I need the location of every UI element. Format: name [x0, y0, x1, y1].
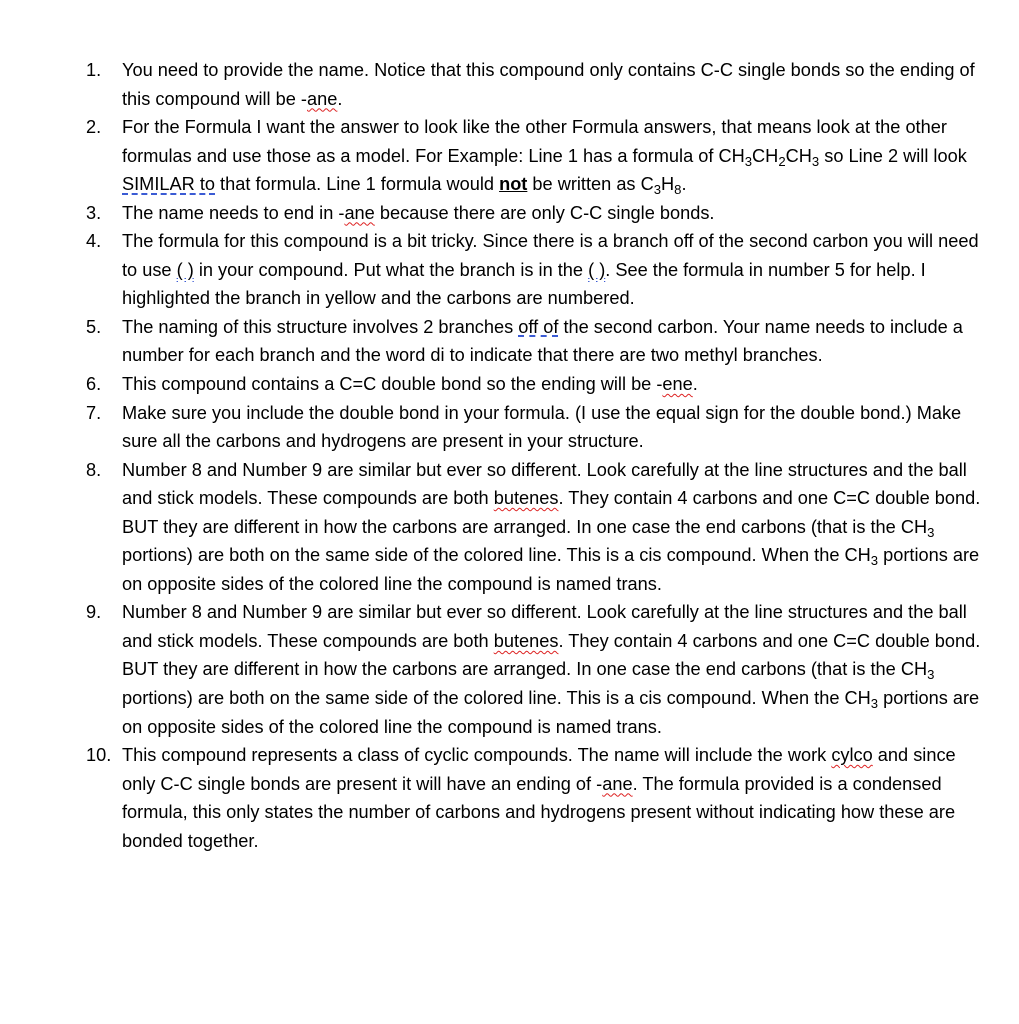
- list-item: [86, 370, 986, 399]
- subscript: 2: [778, 153, 786, 169]
- item-number: 2.: [86, 117, 102, 138]
- text-run: .: [337, 88, 343, 109]
- text-run: . See the formula in number 5 for help. I highlighted the branch in yellow and the carbons are numbered.: [122, 259, 926, 309]
- subscript: 3: [870, 553, 879, 569]
- text-run: .: [681, 174, 687, 195]
- text-run: ane: [307, 88, 338, 109]
- text-run: portions are on opposite sides of the colored line the compound is named trans.: [122, 545, 980, 594]
- text-run: . They contain 4 carbons and one C=C double bond. BUT they are different in how the carbons are arranged. In one case the end carbons (that is the CH: [122, 630, 981, 680]
- text-run: ( ): [588, 259, 606, 280]
- text-run: . The formula provided is a condensed formula, this only states the number of carbons and hydrogens present without indicating how these are bonded together.: [122, 773, 956, 851]
- text-run: butenes: [493, 630, 559, 651]
- text-run: CH: [752, 145, 779, 166]
- text-run: and since only C-C single bonds are present it will have an ending of -: [122, 745, 956, 794]
- text-run: SIMILAR to: [122, 174, 215, 195]
- text-run: not: [499, 174, 528, 195]
- subscript: 3: [744, 153, 753, 169]
- item-text: [122, 203, 715, 223]
- item-text: [122, 317, 963, 366]
- text-run: so Line 2 will look: [819, 145, 967, 166]
- item-number: 1.: [86, 60, 102, 80]
- text-run: ane: [602, 773, 633, 794]
- item-number: 4.: [86, 231, 102, 252]
- item-number: 6.: [86, 374, 102, 395]
- text-run: cylco: [831, 745, 873, 766]
- item-text: [122, 745, 956, 851]
- item-number: 10.: [86, 745, 112, 766]
- subscript: 8: [674, 182, 682, 198]
- text-run: The formula for this compound is a bit tricky. Since there is a branch off of the second carbon you will need to use: [122, 231, 979, 280]
- item-number: 3.: [86, 202, 102, 223]
- subscript: 3: [927, 524, 935, 540]
- subscript: 3: [653, 182, 662, 198]
- list-item: [86, 227, 986, 313]
- text-run: . They contain 4 carbons and one C=C double bond. BUT they are different in how the carbons are arranged. In one case the end carbons (that is the CH: [122, 488, 981, 537]
- list-item: [86, 313, 986, 370]
- item-number: 5.: [86, 316, 102, 337]
- subscript: 3: [811, 153, 820, 169]
- text-run: This compound contains a C=C double bond so the ending will be -: [122, 374, 663, 395]
- item-text: [122, 403, 961, 452]
- text-run: Number 8 and Number 9 are similar but ever so different. Look carefully at the line structures and the ball and stick models. These compounds are both: [122, 602, 967, 651]
- list-item: [86, 598, 986, 741]
- item-number: 9.: [86, 602, 102, 623]
- text-run: portions) are both on the same side of the colored line. This is a cis compound. When the CH: [122, 545, 871, 566]
- text-run: in your compound. Put what the branch is in the: [193, 259, 589, 280]
- text-run: Number 8 and Number 9 are similar but ever so different. Look carefully at the line structures and the ball and stick models. These compounds are both: [122, 459, 967, 509]
- text-run: For the Formula I want the answer to look like the other Formula answers, that means look at the other formulas and use those as a model. For Example: Line 1 has a formula of CH: [122, 117, 947, 166]
- item-number: 8.: [86, 459, 102, 480]
- item-text: [122, 602, 980, 736]
- text-run: portions) are both on the same side of the colored line. This is a cis compound. When the CH: [122, 688, 871, 709]
- item-text: [122, 117, 967, 198]
- item-number: 7.: [86, 402, 102, 423]
- text-run: the second carbon. Your name needs to include a number for each branch and the word di to indicate that there are two methyl branches.: [122, 316, 963, 366]
- text-run: This compound represents a class of cyclic compounds. The name will include the work: [122, 745, 832, 766]
- list-item: [86, 741, 986, 855]
- text-run: Make sure you include the double bond in your formula. (I use the equal sign for the double bond.) Make sure all the carbons and hydrogens are present in your structure.: [122, 402, 962, 452]
- list-item: [86, 456, 986, 599]
- text-run: You need to provide the name. Notice that this compound only contains C-C single bonds so the ending of this compound will be -: [122, 60, 975, 109]
- text-run: that formula. Line 1 formula would: [215, 174, 500, 195]
- subscript: 3: [870, 695, 879, 711]
- list-item: [86, 199, 986, 228]
- list-item: [86, 56, 986, 113]
- text-run: The naming of this structure involves 2 branches: [122, 316, 519, 337]
- list-item: [86, 113, 986, 199]
- text-run: butenes: [493, 488, 559, 509]
- text-run: CH: [785, 145, 812, 166]
- text-run: ( ): [176, 259, 194, 280]
- text-run: portions are on opposite sides of the colored line the compound is named trans.: [122, 688, 980, 737]
- text-run: be written as C: [527, 174, 654, 195]
- text-run: .: [692, 374, 698, 395]
- text-run: ane: [344, 202, 375, 223]
- text-run: because there are only C-C single bonds.: [374, 202, 715, 223]
- numbered-list: [86, 56, 986, 855]
- item-text: [122, 460, 980, 594]
- text-run: off of: [518, 316, 559, 337]
- item-text: [122, 374, 698, 394]
- text-run: H: [661, 174, 675, 195]
- subscript: 3: [927, 667, 935, 683]
- text-run: The name needs to end in -: [122, 202, 345, 223]
- item-text: [122, 60, 975, 109]
- text-run: ene: [662, 374, 693, 395]
- item-text: [122, 231, 979, 308]
- list-item: [86, 399, 986, 456]
